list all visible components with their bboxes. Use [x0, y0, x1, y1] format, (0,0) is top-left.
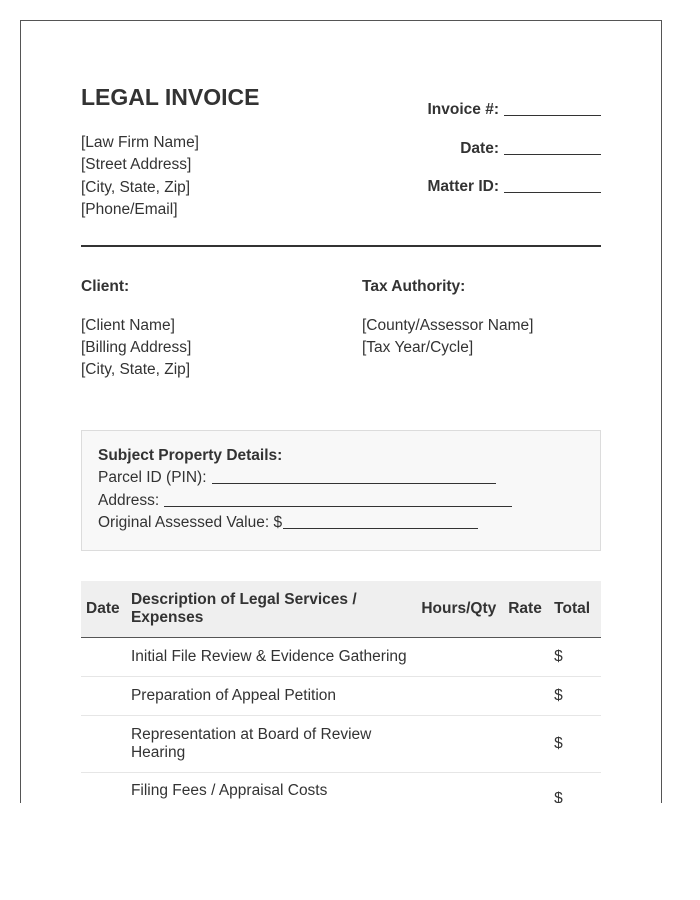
invoice-date-label: Date:: [460, 139, 499, 157]
row-rate: [503, 638, 549, 677]
header-date: Date: [81, 581, 126, 638]
row-description: Preparation of Appeal Petition: [126, 677, 416, 716]
parcel-id-label: Parcel ID (PIN):: [98, 469, 207, 486]
row-date: [81, 773, 126, 804]
client-block: [81, 278, 191, 381]
row-hours: [416, 716, 503, 773]
law-firm-block: [81, 132, 199, 221]
row-description: Representation at Board of Review Hearing: [126, 716, 416, 773]
firm-name: [Law Firm Name]: [81, 134, 199, 151]
client-name: [Client Name]: [81, 317, 175, 334]
header-hours-qty: Hours/Qty: [416, 581, 503, 638]
firm-street-address: [Street Address]: [81, 156, 192, 174]
table-row: [81, 677, 601, 716]
row-date: [81, 638, 126, 677]
invoice-page: [20, 20, 662, 803]
invoice-date-blank: [504, 140, 601, 155]
assessed-value-label: Original Assessed Value: $: [98, 514, 283, 531]
assessed-value-blank: [283, 514, 478, 529]
table-row: [81, 716, 601, 773]
table-header-row: [81, 581, 601, 638]
row-rate: [503, 773, 549, 804]
header-divider: [81, 245, 601, 247]
invoice-number-field: [361, 99, 601, 119]
table-row: [81, 638, 601, 677]
tax-authority-block: [362, 278, 533, 359]
firm-city-state-zip: [City, State, Zip]: [81, 178, 191, 196]
row-hours: [416, 638, 503, 677]
client-heading: Client:: [81, 278, 130, 295]
row-hours: [416, 677, 503, 716]
assessor-name: [County/Assessor Name]: [362, 317, 534, 334]
row-total: $: [549, 677, 601, 716]
property-address-blank: [164, 492, 512, 507]
services-table: [81, 581, 601, 803]
row-date: [81, 716, 126, 773]
row-date: [81, 677, 126, 716]
parcel-id-blank: [212, 469, 496, 484]
row-total: $: [549, 716, 601, 773]
row-rate: [503, 677, 549, 716]
property-details-heading: Subject Property Details:: [98, 447, 283, 464]
matter-id-blank: [504, 178, 601, 193]
invoice-number-blank: [504, 101, 601, 116]
header-total: Total: [549, 581, 601, 638]
assessed-value-field: [98, 514, 478, 532]
row-total: $: [554, 790, 563, 803]
invoice-meta: [361, 99, 601, 215]
row-description: Filing Fees / Appraisal Costs: [130, 782, 328, 799]
client-billing-address: [Billing Address]: [81, 339, 192, 356]
matter-id-label: Matter ID:: [427, 178, 499, 195]
matter-id-field: [361, 176, 601, 196]
invoice-date-field: [361, 138, 601, 158]
invoice-number-label: Invoice #:: [427, 101, 499, 118]
property-details-box: [81, 430, 601, 551]
row-rate: [503, 716, 549, 773]
tax-year-cycle: [Tax Year/Cycle]: [362, 339, 474, 356]
header-rate: Rate: [503, 581, 549, 638]
table-row: [81, 773, 601, 804]
row-description: Initial File Review & Evidence Gathering: [126, 638, 416, 677]
row-total: $: [549, 638, 601, 677]
firm-phone-email: [Phone/Email]: [81, 200, 178, 218]
property-address-label: Address:: [98, 492, 160, 509]
header-description: Description of Legal Services / Expenses: [126, 581, 416, 638]
row-hours: [416, 773, 503, 804]
property-address-field: [98, 492, 512, 510]
invoice-title: LEGAL INVOICE: [81, 84, 260, 110]
client-city-state-zip: [City, State, Zip]: [81, 361, 191, 378]
tax-authority-heading: Tax Authority:: [362, 278, 466, 295]
parcel-id-field: [98, 469, 496, 487]
